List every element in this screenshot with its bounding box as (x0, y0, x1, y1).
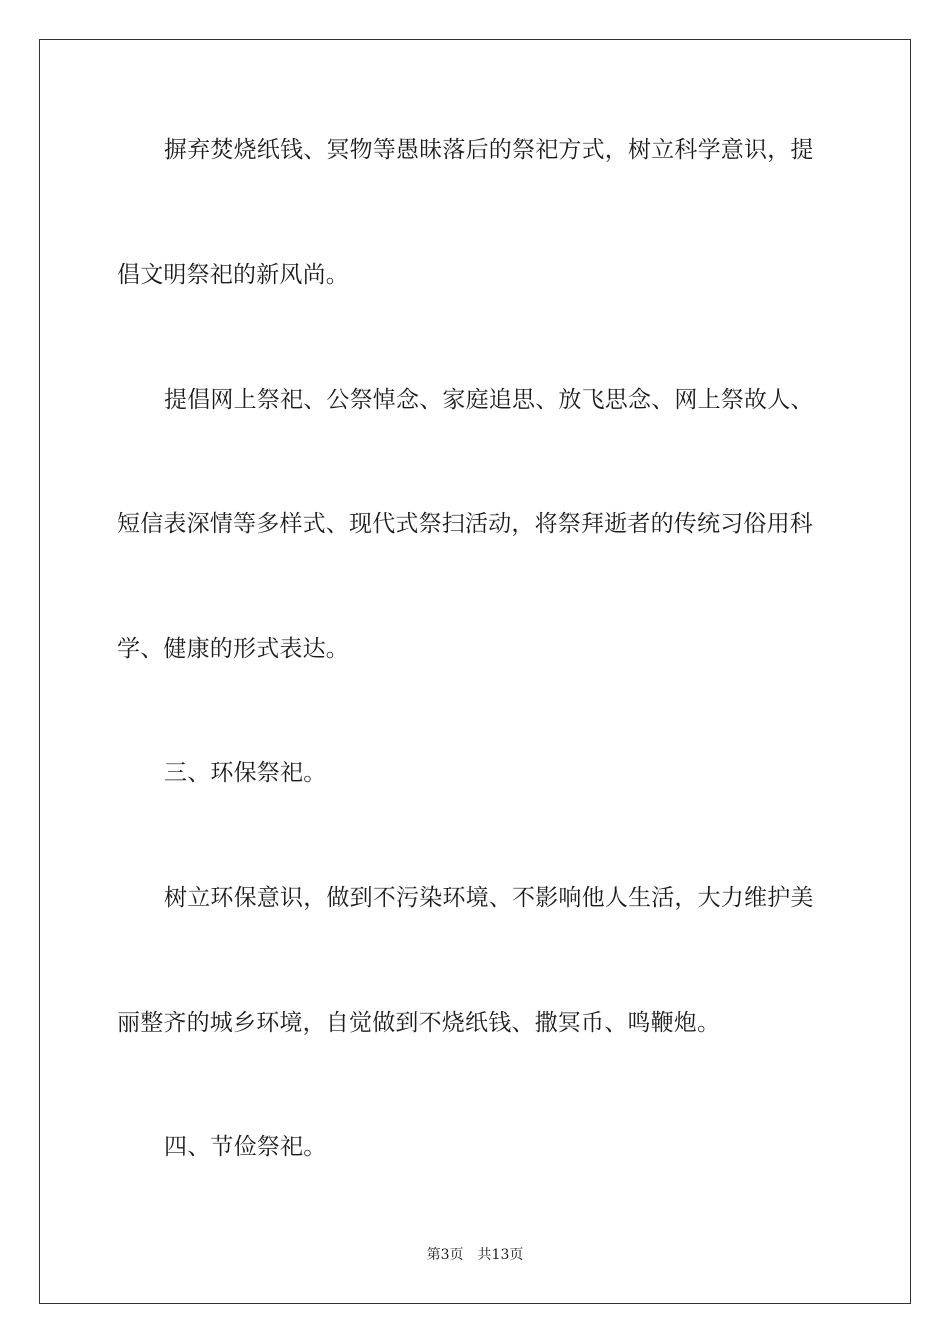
paragraph-line: 倡文明祭祀的新风尚。 (117, 262, 349, 288)
page-number-total: 共13页 (477, 1247, 524, 1263)
paragraph-line: 摒弃焚烧纸钱、冥物等愚昧落后的祭祀方式，树立科学意识，提 (164, 137, 814, 163)
paragraph-line: 学、健康的形式表达。 (117, 636, 349, 662)
paragraph-line: 树立环保意识，做到不污染环境、不影响他人生活，大力维护美 (164, 885, 814, 911)
section-heading: 四、节俭祭祀。 (164, 1134, 327, 1160)
page-border (39, 39, 911, 1304)
paragraph-line: 短信表深情等多样式、现代式祭扫活动，将祭拜逝者的传统习俗用科 (117, 511, 813, 537)
page-number-current: 第3页 (426, 1247, 464, 1263)
page-footer (0, 1246, 950, 1264)
section-heading: 三、环保祭祀。 (164, 760, 327, 786)
paragraph-line: 提倡网上祭祀、公祭悼念、家庭追思、放飞思念、网上祭故人、 (164, 387, 814, 413)
paragraph-line: 丽整齐的城乡环境，自觉做到不烧纸钱、撒冥币、鸣鞭炮。 (117, 1010, 721, 1036)
